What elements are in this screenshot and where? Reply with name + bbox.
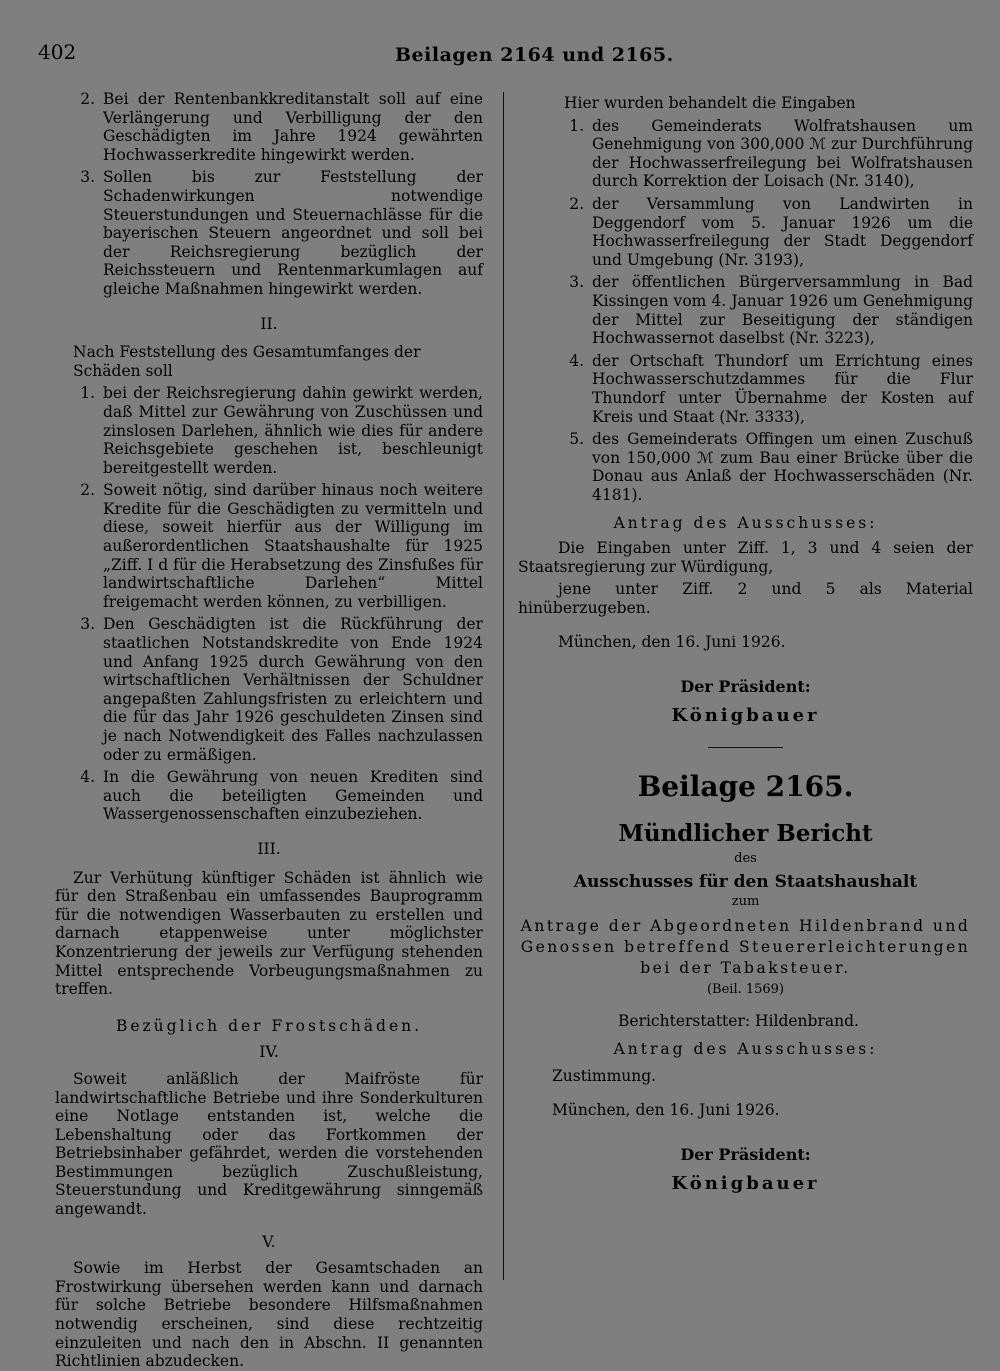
item-text: der Ortschaft Thundorf um Errichtung eines Hochwasserschutzdammes für die Flur Thundorf unter Übernahme der Kosten auf Kreis und Staat (Nr. 3333), <box>592 351 973 426</box>
item-number: 1. <box>80 384 95 403</box>
separator-rule <box>708 747 783 748</box>
item-text: der öffentlichen Bürgerversammlung in Bad Kissingen vom 4. Januar 1926 um Genehmigung der Mittel zur Beseitigung der ständigen Hochwassernot daselbst (Nr. 3223), <box>592 273 973 348</box>
list-item <box>55 768 483 824</box>
page-number: 402 <box>38 40 77 64</box>
item-number: 4. <box>569 351 584 370</box>
approval-text: Zustimmung. <box>552 1066 657 1085</box>
report-title: Mündlicher Bericht <box>618 820 873 848</box>
paragraph: Sowie im Herbst der Gesamtschaden an Frostwirkung übersehen werden kann und darnach für solche Betriebe besondere Hilfsmaßnahmen notwendig erscheinen, sind diese rechtzeitig einzuleiten und nach den in Abschn. II genannten Richtlinien abzudecken. <box>55 1259 483 1371</box>
list-item <box>55 90 483 164</box>
section-heading-iv: IV. <box>259 1043 279 1062</box>
item-text: Sollen bis zur Feststellung der Schadenwirkungen notwendige Steuerstundungen und Steuernachlässe für die bayerischen Steuern angeordnet und soll bei der Reichsregierung bezüglich der Reichssteuern und Rentenmarkumlagen auf gleiche Maßnahmen hingewirkt werden. <box>103 168 483 298</box>
list-item <box>55 481 483 611</box>
item-number: 2. <box>80 481 95 500</box>
item-number: 3. <box>80 615 95 634</box>
column-divider <box>503 92 504 1280</box>
item-text: des Gemeinderats Offingen um einen Zuschuß von 150,000 ℳ zum Bau einer Brücke über die Donau aus Anlaß der Hochwasserschäden (Nr. 4181). <box>592 430 973 504</box>
section-heading-iii: III. <box>257 839 281 858</box>
item-text: bei der Reichsregierung dahin gewirkt werden, daß Mittel zur Gewährung von Zuschüssen und zinslosen Darlehen, ähnlich wie dies für andere Reichsgebiete geschehen ist, beschleunigt bereitgestellt werden. <box>103 384 483 477</box>
list-item <box>55 168 483 298</box>
list-item <box>518 195 973 269</box>
item-number: 4. <box>80 768 95 787</box>
president-name: Königbauer <box>671 1172 820 1194</box>
list-item <box>518 352 973 426</box>
item-number: 3. <box>569 273 584 292</box>
petitions-intro: Hier wurden behandelt die Eingaben <box>564 94 856 112</box>
item-number: 1. <box>569 116 584 135</box>
item-text: des Gemeinderats Wolfratshausen um Genehmigung von 300,000 ℳ zur Durchführung der Hochwasserfreilegung bei Wolfratshausen durch Korrektion der Loisach (Nr. 3140), <box>592 116 973 191</box>
motion-text: jene unter Ziff. 2 und 5 als Material hinüberzugeben. <box>518 580 973 617</box>
item-text: Den Geschädigten ist die Rückführung der staatlichen Notstandskredite von Ende 1924 und Anfang 1925 durch Gewährung von den wirtschaftlichen Verhältnissen der Schuldner angepaßten Zahlungsfristen zu erleichtern und die für das Jahr 1926 geschuldeten Zinsen sind je nach Notwendigkeit des Falles nachzulassen oder zu ermäßigen. <box>103 615 483 764</box>
paragraph: Zur Verhütung künftiger Schäden ist ähnlich wie für den Straßenbau ein umfassendes Bauprogramm für die notwendigen Wasserbauten zu erstellen und darnach etappenweise unter möglichster Konzentrierung der jeweils zur Verfügung stehenden Mittel entsprechende Vorbeugungsmaßnahmen zu treffen. <box>55 868 483 999</box>
left-column <box>55 90 483 1371</box>
right-column <box>518 94 973 1193</box>
section-heading-ii: II. <box>260 314 278 333</box>
beil-reference: (Beil. 1569) <box>706 982 785 997</box>
running-head: Beilagen 2164 und 2165. <box>395 44 674 66</box>
report-des: des <box>734 851 757 867</box>
motion-text: Die Eingaben unter Ziff. 1, 3 und 4 seien der Staatsregierung zur Würdigung, <box>518 539 973 576</box>
list-item <box>55 384 483 477</box>
item-text: In die Gewährung von neuen Krediten sind auch die beteiligten Gemeinden und Wassergenossenschaften einzubeziehen. <box>103 768 483 824</box>
item-number: 2. <box>569 194 584 213</box>
list-item <box>55 615 483 764</box>
list-item <box>518 273 973 347</box>
paragraph: Soweit anläßlich der Maifröste für landwirtschaftliche Betriebe und ihre Sonderkulturen eine Notlage entstanden ist, welche die Lebenshaltung oder das Fortkommen der Betriebsinhaber gefährdet, werden die vorstehenden Bestimmungen bezüglich Zuschußleistung, Steuerstundung und Kreditgewährung sinngemäß angewandt. <box>55 1069 483 1219</box>
date-line: München, den 16. Juni 1926. <box>558 633 786 652</box>
item-text: der Versammlung von Landwirten in Deggendorf vom 5. Januar 1926 um die Hochwasserfreilegung der Stadt Deggendorf und Umgebung (Nr. 3193), <box>592 194 973 269</box>
beilage-title: Beilage 2165. <box>637 770 854 804</box>
committee-name: Ausschusses für den Staatshaushalt <box>573 871 918 892</box>
list-item <box>518 430 973 504</box>
section-intro: Nach Feststellung des Gesamtumfanges der Schäden soll <box>73 343 421 380</box>
item-text: Bei der Rentenbankkreditanstalt soll auf eine Verlängerung und Verbilligung der den Geschädigten im Jahre 1924 gewährten Hochwasserkredite hingewirkt werden. <box>103 90 483 164</box>
president-label: Der Präsident: <box>680 677 811 697</box>
motion-heading: Antrag des Ausschusses: <box>613 514 878 533</box>
president-label: Der Präsident: <box>680 1144 811 1164</box>
list-item <box>518 117 973 191</box>
item-number: 3. <box>80 168 95 187</box>
date-line: München, den 16. Juni 1926. <box>552 1101 780 1120</box>
item-number: 2. <box>80 90 95 108</box>
motion-heading: Antrag des Ausschusses: <box>613 1040 878 1059</box>
item-number: 5. <box>569 430 584 449</box>
report-zum: zum <box>731 894 760 910</box>
rapporteur: Berichterstatter: Hildenbrand. <box>618 1011 859 1030</box>
motion-subject: Antrage der Abgeordneten Hildenbrand und Genossen betreffend Steuererleichterungen bei der Tabaksteuer. <box>520 917 971 977</box>
president-name: Königbauer <box>671 704 820 726</box>
section-heading-v: V. <box>262 1232 276 1251</box>
item-text: Soweit nötig, sind darüber hinaus noch weitere Kredite für die Geschädigten zu vermitteln und diese, soweit hierfür aus der Willigung im außerordentlichen Staatshaushalte für 1925 „Ziff. I d für die Herabsetzung des Zinsfußes für landwirtschaftliche Darlehen“ Mittel freigemacht werden können, zu verbilligen. <box>103 481 483 611</box>
frost-heading: Bezüglich der Frostschäden. <box>115 1016 423 1035</box>
